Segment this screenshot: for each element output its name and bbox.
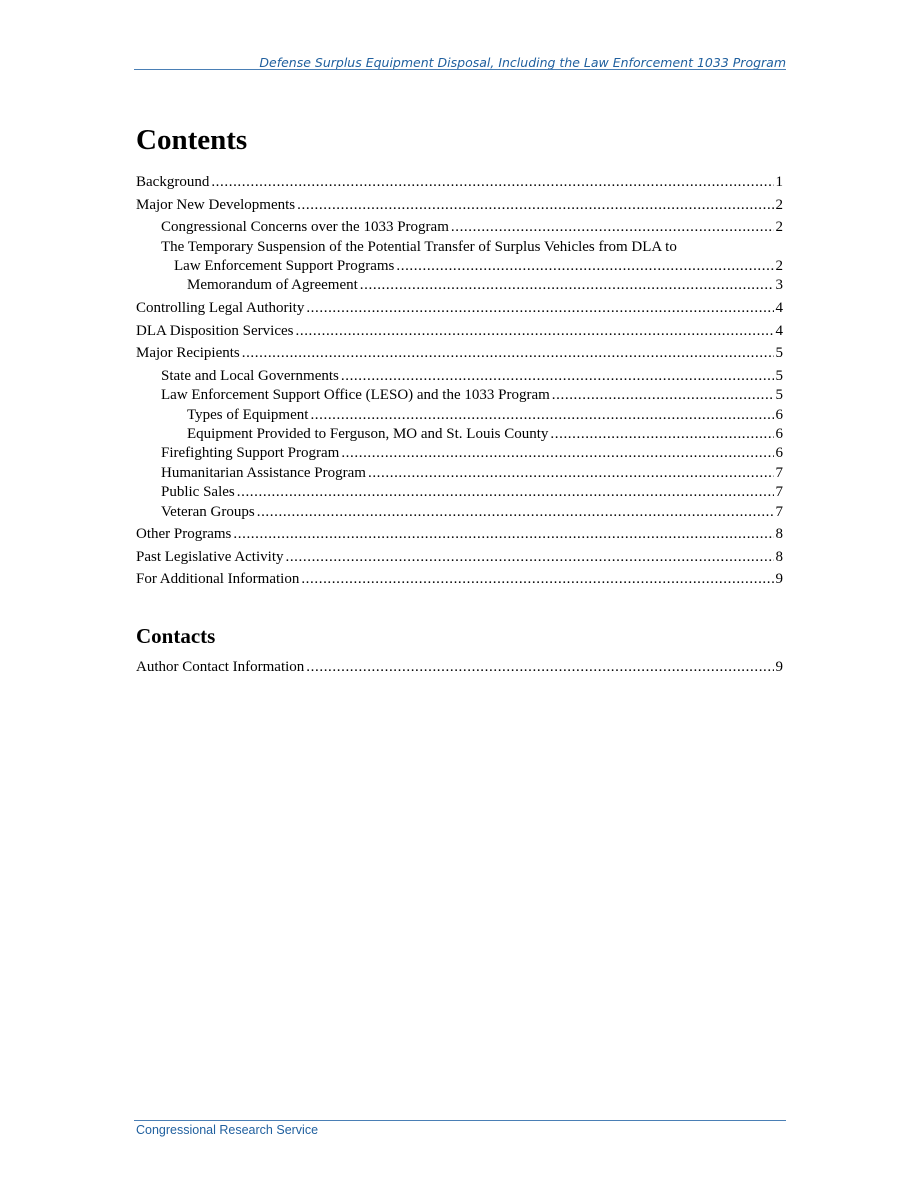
contents-list [136, 173, 783, 590]
page-number: 4 [775, 322, 783, 339]
page-number: 7 [775, 484, 783, 501]
toc-entry-author-contact-information[interactable]: Author Contact Information ..... 9 [136, 658, 783, 677]
running-header: Defense Surplus Equipment Disposal, Including the Law Enforcement 1033 Program [259, 55, 786, 70]
page-number: 5 [775, 387, 783, 404]
page-number: 4 [775, 300, 783, 316]
page-number: 2 [775, 258, 783, 274]
toc-entry-veteran-groups[interactable]: Veteran Groups ..... 7 [136, 503, 783, 522]
toc-entry-temporary-suspension[interactable]: The Temporary Suspension of the Potential Transfer of Surplus Vehicles from DLA to Law Enforcement Support Programs ..... 2 [136, 238, 783, 277]
footer-rule [134, 1120, 786, 1121]
toc-entry-memorandum-of-agreement[interactable]: Memorandum of Agreement ..... 3 [136, 276, 783, 295]
page-number: 5 [775, 345, 783, 362]
toc-entry-for-additional-information[interactable]: For Additional Information ..... 9 [136, 570, 783, 589]
toc-entry-major-new-developments[interactable]: Major New Developments ..... 2 [136, 196, 783, 215]
toc-entry-congressional-concerns[interactable]: Congressional Concerns over the 1033 Program ..... 2 [136, 218, 783, 237]
toc-entry-past-legislative-activity[interactable]: Past Legislative Activity ..... 8 [136, 548, 783, 567]
page-number: 8 [775, 548, 783, 565]
header-rule [134, 69, 786, 70]
toc-entry-background[interactable]: Background ..... 1 [136, 173, 783, 192]
toc-entry-controlling-legal-authority[interactable]: Controlling Legal Authority ..... 4 [136, 299, 783, 318]
page-number: 3 [775, 277, 783, 294]
page-number: 2 [775, 219, 783, 236]
page-number: 6 [775, 426, 783, 442]
page-number: 9 [775, 571, 783, 588]
contacts-list [136, 658, 783, 677]
toc-entry-dla-disposition-services[interactable]: DLA Disposition Services ..... 4 [136, 322, 783, 341]
page-number: 6 [775, 445, 783, 462]
footer-publisher: Congressional Research Service [136, 1123, 319, 1137]
page-number: 7 [775, 464, 783, 481]
toc-entry-major-recipients[interactable]: Major Recipients ..... 5 [136, 344, 783, 363]
page-number: 5 [775, 367, 783, 384]
toc-entry-types-of-equipment[interactable]: Types of Equipment ..... 6 [136, 406, 783, 425]
contents-heading: Contents [136, 124, 248, 156]
toc-entry-humanitarian-assistance[interactable]: Humanitarian Assistance Program ..... 7 [136, 464, 783, 483]
contacts-heading: Contacts [136, 624, 216, 648]
toc-entry-other-programs[interactable]: Other Programs ..... 8 [136, 525, 783, 544]
page-number: 9 [775, 659, 783, 675]
toc-entry-public-sales[interactable]: Public Sales ..... 7 [136, 483, 783, 502]
toc-entry-state-and-local-governments[interactable]: State and Local Governments ..... 5 [136, 367, 783, 386]
page-number: 6 [775, 406, 783, 423]
page-number: 8 [775, 526, 783, 543]
toc-entry-equipment-ferguson[interactable]: Equipment Provided to Ferguson, MO and St. Louis County ..... 6 [136, 425, 783, 444]
toc-entry-leso-1033-program[interactable]: Law Enforcement Support Office (LESO) and the 1033 Program ..... 5 [136, 386, 783, 405]
toc-entry-firefighting-support[interactable]: Firefighting Support Program ..... 6 [136, 444, 783, 463]
page-number: 2 [775, 196, 783, 213]
page-number: 7 [775, 503, 783, 520]
page-number: 1 [775, 174, 783, 190]
